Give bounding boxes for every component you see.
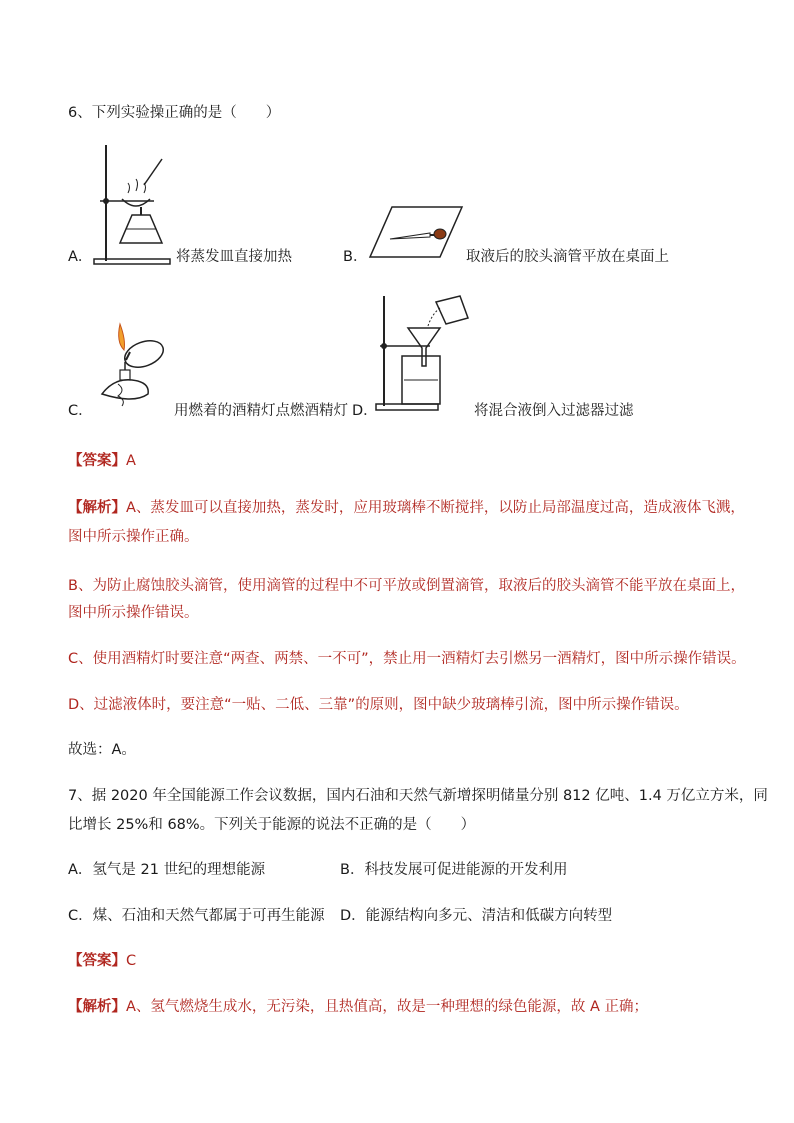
q7-option-c: C．煤、石油和天然气都属于可再生能源: [68, 908, 325, 924]
q6-option-a-text: 将蒸发皿直接加热: [176, 249, 292, 265]
figure-evaporating-dish: [92, 143, 172, 267]
figure-alcohol-lamps: [94, 320, 174, 412]
q7-option-d: D．能源结构向多元、清洁和低碳方向转型: [340, 908, 613, 924]
q6-question: 6、下列实验操正确的是（ ）: [68, 105, 281, 121]
q6-option-a-letter: A．: [68, 249, 93, 265]
q6-analysis-b-line1: B、为防止腐蚀胶头滴管，使用滴管的过程中不可平放或倒置滴管，取液后的胶头滴管不能平放在桌面上，: [68, 578, 745, 594]
q6-analysis-c: C、使用酒精灯时要注意“两查、两禁、一不可”，禁止用一酒精灯去引燃另一酒精灯，图中所示操作错误。: [68, 651, 746, 667]
q7-question-line1: 7、据 2020 年全国能源工作会议数据，国内石油和天然气新增探明储量分别 812 亿吨、1.4 万亿立方米，同: [68, 788, 768, 804]
analysis-tag: 【解析】: [68, 500, 126, 516]
q6-analysis-a-line2: 图中所示操作正确。: [68, 529, 199, 545]
answer-tag: 【答案】: [68, 453, 126, 469]
q6-analysis-d: D、过滤液体时，要注意“一贴、二低、三靠”的原则，图中缺少玻璃棒引流，图中所示操作错误。: [68, 697, 689, 713]
analysis-text: A、氢气燃烧生成水，无污染，且热值高，故是一种理想的绿色能源，故 A 正确；: [126, 999, 649, 1015]
q6-option-b-letter: B．: [343, 249, 368, 265]
q6-option-c-text: 用燃着的酒精灯点燃酒精灯: [174, 403, 348, 419]
q7-question-line2: 比增长 25%和 68%。下列关于能源的说法不正确的是（ ）: [68, 817, 476, 833]
q6-answer: [68, 451, 136, 471]
q7-option-a: A．氢气是 21 世纪的理想能源: [68, 862, 266, 878]
q7-option-b: B．科技发展可促进能源的开发利用: [340, 862, 568, 878]
analysis-text: A、蒸发皿可以直接加热，蒸发时，应用玻璃棒不断搅拌，以防止局部温度过高，造成液体飞溅，: [126, 500, 745, 516]
figure-filtration: [374, 292, 470, 414]
q6-conclusion: 故选：A。: [68, 742, 136, 758]
q6-option-d-text: 将混合液倒入过滤器过滤: [474, 403, 634, 419]
q6-analysis-a-line1: [68, 498, 745, 518]
q7-answer: [68, 951, 136, 971]
q6-option-c-letter: C．: [68, 403, 93, 419]
figure-dropper-on-table: [368, 205, 464, 259]
answer-tag: 【答案】: [68, 953, 126, 969]
answer-value: C: [126, 953, 137, 969]
q7-analysis-a: [68, 997, 648, 1017]
analysis-tag: 【解析】: [68, 999, 126, 1015]
q6-analysis-b-line2: 图中所示操作错误。: [68, 605, 199, 621]
q6-option-d-letter: D．: [352, 403, 378, 419]
answer-value: A: [126, 453, 136, 469]
q6-option-b-text: 取液后的胶头滴管平放在桌面上: [466, 249, 669, 265]
